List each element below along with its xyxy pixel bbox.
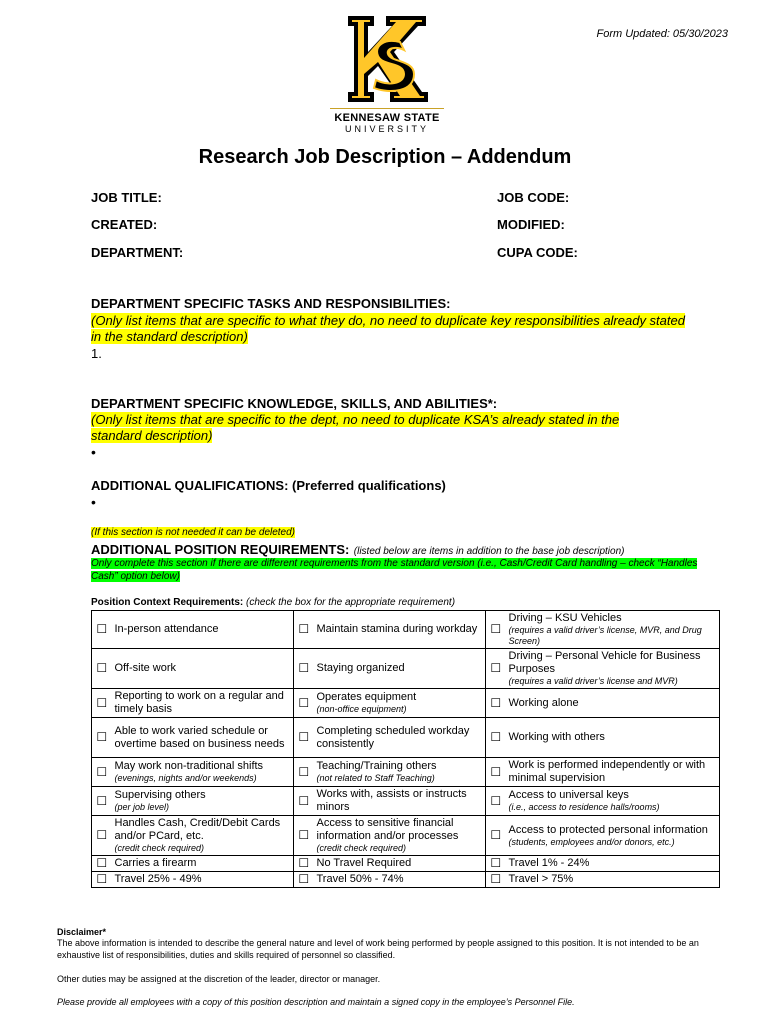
requirement-label: Completing scheduled workday consistently [316,724,470,750]
requirement-cell [112,689,294,718]
logo-line-1: KENNESAW STATE [334,112,440,124]
requirement-cell [314,787,486,816]
table-row [92,872,720,888]
requirement-label: Access to universal keys [508,789,629,801]
requirement-sublabel: (non-office equipment) [316,704,407,714]
requirement-checkbox[interactable]: ☐ [294,611,314,649]
requirement-checkbox[interactable]: ☐ [486,758,506,787]
requirement-checkbox[interactable]: ☐ [486,611,506,649]
table-row [92,816,720,856]
requirement-checkbox[interactable]: ☐ [92,872,112,888]
table-row [92,856,720,872]
requirement-sublabel: (not related to Staff Teaching) [316,773,435,783]
requirement-checkbox[interactable]: ☐ [486,787,506,816]
requirement-label: Working with others [508,731,605,743]
requirement-cell [112,816,294,856]
requirement-checkbox[interactable]: ☐ [294,816,314,856]
table-row [92,649,720,689]
additional-heading: ADDITIONAL QUALIFICATIONS: (Preferred qualifications) [91,478,446,493]
requirement-checkbox[interactable]: ☐ [294,787,314,816]
modified-label: MODIFIED: [497,217,565,232]
requirement-checkbox[interactable]: ☐ [92,787,112,816]
requirement-checkbox[interactable]: ☐ [294,689,314,718]
requirement-label: Handles Cash, Credit/Debit Cards and/or PCard, etc. [114,817,281,842]
disclaimer-p1: The above information is intended to describe the general nature and level of work being performed by people assigned to this position. It is not intended to be an exhaustive list of responsibilities, duties and skills required of personnel so classified. [57,938,699,960]
requirement-cell [506,872,720,888]
ksu-logo [334,12,440,134]
requirement-checkbox[interactable]: ☐ [486,689,506,718]
job-title-label: JOB TITLE: [91,190,162,205]
requirement-cell [506,816,720,856]
requirement-sublabel: (evenings, nights and/or weekends) [114,773,257,783]
requirement-sublabel: (requires a valid driver’s license and MVR) [508,676,678,686]
ksu-logo-mark [334,12,440,108]
requirement-label: Works with, assists or instructs minors [316,788,467,813]
table-row [92,689,720,718]
requirement-checkbox[interactable]: ☐ [486,718,506,758]
requirement-checkbox[interactable]: ☐ [92,689,112,718]
tasks-note: (Only list items that are specific to what they do, no need to duplicate key responsibilities already stated in the standard description) [91,313,685,344]
department-label: DEPARTMENT: [91,245,184,260]
requirement-checkbox[interactable]: ☐ [92,649,112,689]
ksa-note: (Only list items that are specific to the dept, no need to duplicate KSA’s already stated in the standard description) [91,412,620,443]
table-row [92,611,720,649]
requirement-cell [314,689,486,718]
requirement-cell [112,787,294,816]
requirement-cell [314,649,486,689]
requirement-sublabel: (per job level) [114,802,170,812]
requirement-cell [506,856,720,872]
ksa-heading: DEPARTMENT SPECIFIC KNOWLEDGE, SKILLS, AND ABILITIES*: [91,396,498,411]
requirement-cell [506,611,720,649]
requirement-sublabel: (i.e., access to residence halls/rooms) [508,802,660,812]
requirement-label: In-person attendance [114,623,219,635]
page-title: Research Job Description – Addendum [198,146,572,168]
requirements-table [91,610,720,888]
requirement-label: Travel 50% - 74% [316,873,404,885]
requirement-checkbox[interactable]: ☐ [486,816,506,856]
requirement-cell [506,787,720,816]
context-label: Position Context Requirements: [91,597,244,608]
requirement-cell [112,611,294,649]
apr-heading: ADDITIONAL POSITION REQUIREMENTS: [91,542,350,557]
requirement-checkbox[interactable]: ☐ [294,872,314,888]
requirement-label: Carries a firearm [114,857,197,869]
requirement-checkbox[interactable]: ☐ [92,611,112,649]
requirement-cell [506,649,720,689]
requirement-label: Travel 1% - 24% [508,857,590,869]
requirement-label: Maintain stamina during workday [316,623,478,635]
requirement-label: Driving – Personal Vehicle for Business Purposes [508,650,701,675]
requirement-checkbox[interactable]: ☐ [294,649,314,689]
disclaimer-heading: Disclaimer* [57,927,107,937]
apr-heading-note: (listed below are items in addition to the base job description) [353,546,625,557]
additional-bullet: • [91,494,96,510]
requirement-label: Able to work varied schedule or overtime based on business needs [114,724,285,750]
deleted-note: (If this section is not needed it can be deleted) [91,527,296,538]
requirement-checkbox[interactable]: ☐ [92,816,112,856]
tasks-heading: DEPARTMENT SPECIFIC TASKS AND RESPONSIBILITIES: [91,296,451,311]
requirement-cell [314,872,486,888]
requirement-cell [506,758,720,787]
requirement-label: Travel 25% - 49% [114,873,202,885]
requirement-checkbox[interactable]: ☐ [92,718,112,758]
requirement-checkbox[interactable]: ☐ [92,758,112,787]
requirement-label: May work non-traditional shifts [114,760,264,772]
requirement-cell [112,649,294,689]
requirement-label: Reporting to work on a regular and timely basis [114,690,284,715]
disclaimer-p3: Please provide all employees with a copy of this position description and maintain a signed copy in the employee’s Personnel File. [57,997,575,1007]
requirement-sublabel: (requires a valid driver’s license, MVR, and Drug Screen) [508,625,702,646]
requirement-sublabel: (credit check required) [316,843,407,853]
requirement-checkbox[interactable]: ☐ [486,649,506,689]
requirement-label: Travel > 75% [508,873,574,885]
requirement-cell [506,718,720,758]
requirement-sublabel: (students, employees and/or donors, etc.) [508,836,675,847]
created-label: CREATED: [91,217,158,232]
job-code-label: JOB CODE: [497,190,570,205]
requirement-checkbox[interactable]: ☐ [294,718,314,758]
requirement-label: Supervising others [114,789,206,801]
requirement-checkbox[interactable]: ☐ [486,856,506,872]
requirement-label: Operates equipment [316,691,417,703]
requirement-cell [314,816,486,856]
requirement-cell [112,758,294,787]
requirement-label: Off-site work [114,662,177,674]
requirement-label: Access to sensitive financial information and/or processes [316,817,459,842]
requirement-label: Working alone [508,696,579,709]
requirement-label: Access to protected personal information [508,823,708,836]
requirement-cell [112,856,294,872]
logo-line-2: UNIVERSITY [344,124,429,134]
apr-green-note: Only complete this section if there are different requirements from the standard version (i.e., Cash/Credit Card handling – check “Handles Cash” option below) [91,558,698,582]
requirement-checkbox[interactable]: ☐ [294,758,314,787]
requirement-label: Driving – KSU Vehicles [508,612,622,624]
cupa-code-label: CUPA CODE: [497,245,578,260]
requirement-cell [506,689,720,718]
requirement-label: Work is performed independently or with minimal supervision [508,759,706,784]
requirement-label: No Travel Required [316,857,412,869]
requirement-cell [314,718,486,758]
table-row [92,787,720,816]
requirement-sublabel: (credit check required) [114,843,205,853]
requirement-cell [112,872,294,888]
requirement-label: Staying organized [316,662,405,674]
requirement-checkbox[interactable]: ☐ [486,872,506,888]
requirement-label: Teaching/Training others [316,760,437,772]
context-row [91,597,455,608]
ksa-bullet: • [91,444,96,460]
requirement-cell [314,611,486,649]
requirement-checkbox[interactable]: ☐ [92,856,112,872]
context-note: (check the box for the appropriate requirement) [246,597,456,608]
requirement-cell [314,758,486,787]
requirement-checkbox[interactable]: ☐ [294,856,314,872]
tasks-item-1: 1. [91,346,102,361]
disclaimer-p2: Other duties may be assigned at the discretion of the leader, director or manager. [57,974,381,984]
form-updated-date: Form Updated: 05/30/2023 [596,28,728,40]
table-row [92,718,720,758]
requirement-cell [314,856,486,872]
requirement-cell [112,718,294,758]
table-row [92,758,720,787]
